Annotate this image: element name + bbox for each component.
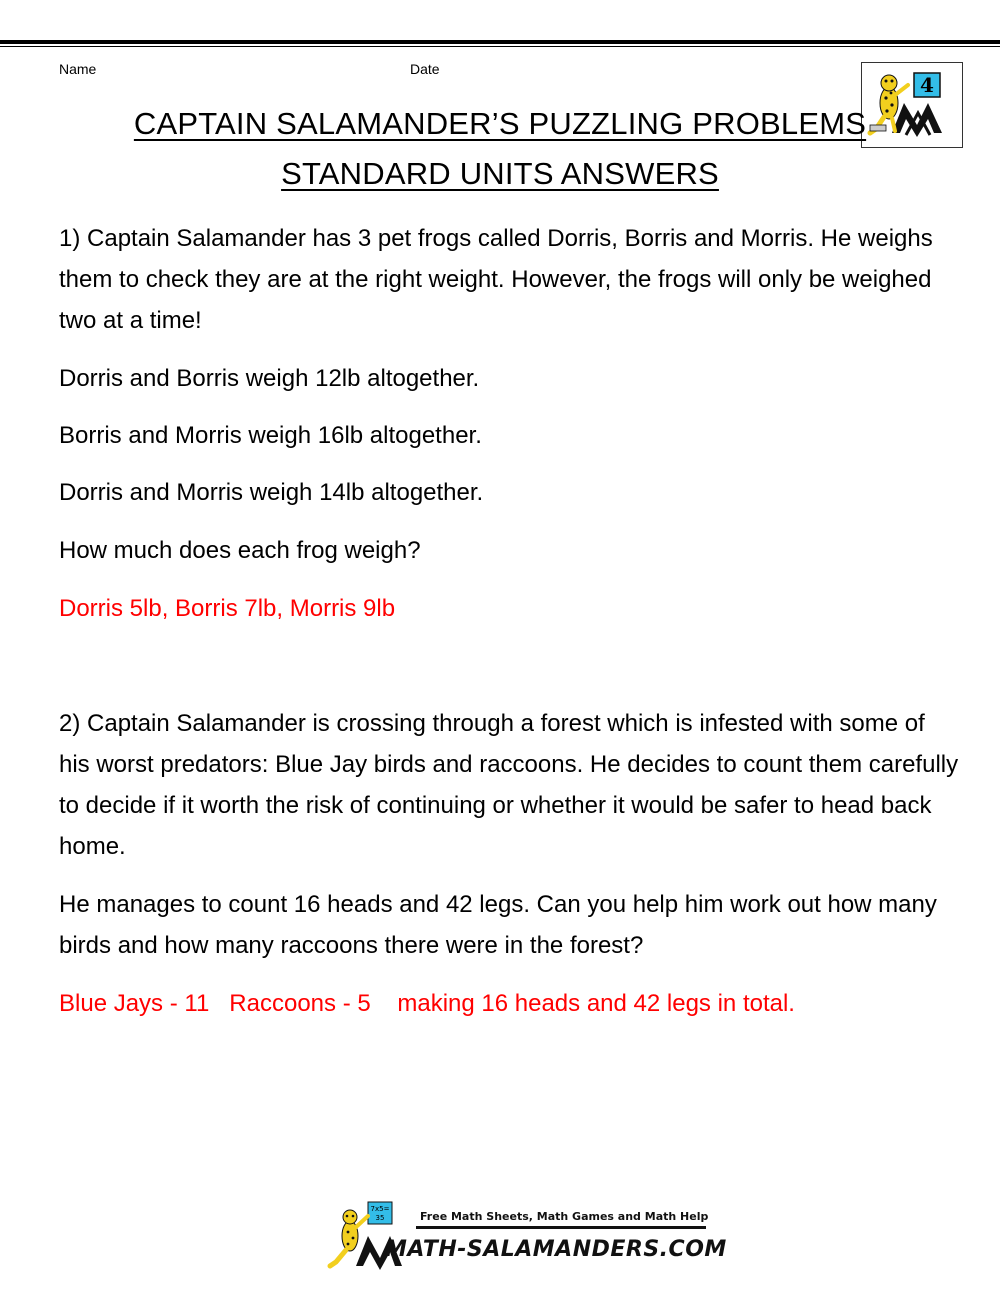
- problem-2-question: He manages to count 16 heads and 42 legs. Can you help him work out how many birds and how many raccoons there were in the forest?: [59, 891, 937, 959]
- name-label: Name: [59, 61, 97, 77]
- problem-2-answer: Blue Jays - 11 Raccoons - 5 making 16 heads and 42 legs in total.: [59, 990, 795, 1017]
- problem-2: [59, 703, 959, 867]
- problem-1-answer: Dorris 5lb, Borris 7lb, Morris 9lb: [59, 595, 396, 622]
- logo-board-text-1: 7x5=: [370, 1205, 390, 1213]
- problem-1-question: How much does each frog weigh?: [59, 537, 421, 564]
- problem-2-intro: 2) Captain Salamander is crossing through a forest which is infested with some of his worst predators: Blue Jay birds and raccoons. He decides to count them carefully to decide if it worth the risk of continuing or whether it would be safer to head back home.: [59, 710, 959, 860]
- date-label: Date: [410, 61, 440, 77]
- logo-board-text-2: 35: [375, 1214, 385, 1222]
- problem-1-fact-3: Dorris and Morris weigh 14lb altogether.: [59, 479, 484, 506]
- worksheet-subtitle: STANDARD UNITS ANSWERS: [281, 156, 719, 191]
- footer-tagline: Free Math Sheets, Math Games and Math Help: [420, 1210, 709, 1223]
- top-rule: [0, 40, 1000, 44]
- worksheet-title: CAPTAIN SALAMANDER’S PUZZLING PROBLEMS: [133, 106, 867, 141]
- problem-1-fact-2: Borris and Morris weigh 16lb altogether.: [59, 422, 482, 449]
- grade-number: 4: [920, 73, 934, 97]
- problem-1-intro: 1) Captain Salamander has 3 pet frogs called Dorris, Borris and Morris. He weighs them to check they are at the right weight. However, the frogs will only be weighed two at a time!: [59, 225, 933, 334]
- problem-1-fact-1: Dorris and Borris weigh 12lb altogether.: [59, 365, 480, 392]
- footer-site-name: MATH-SALAMANDERS.COM: [385, 1237, 727, 1262]
- problem-1: [59, 218, 959, 341]
- top-rule-thin: [0, 46, 1000, 47]
